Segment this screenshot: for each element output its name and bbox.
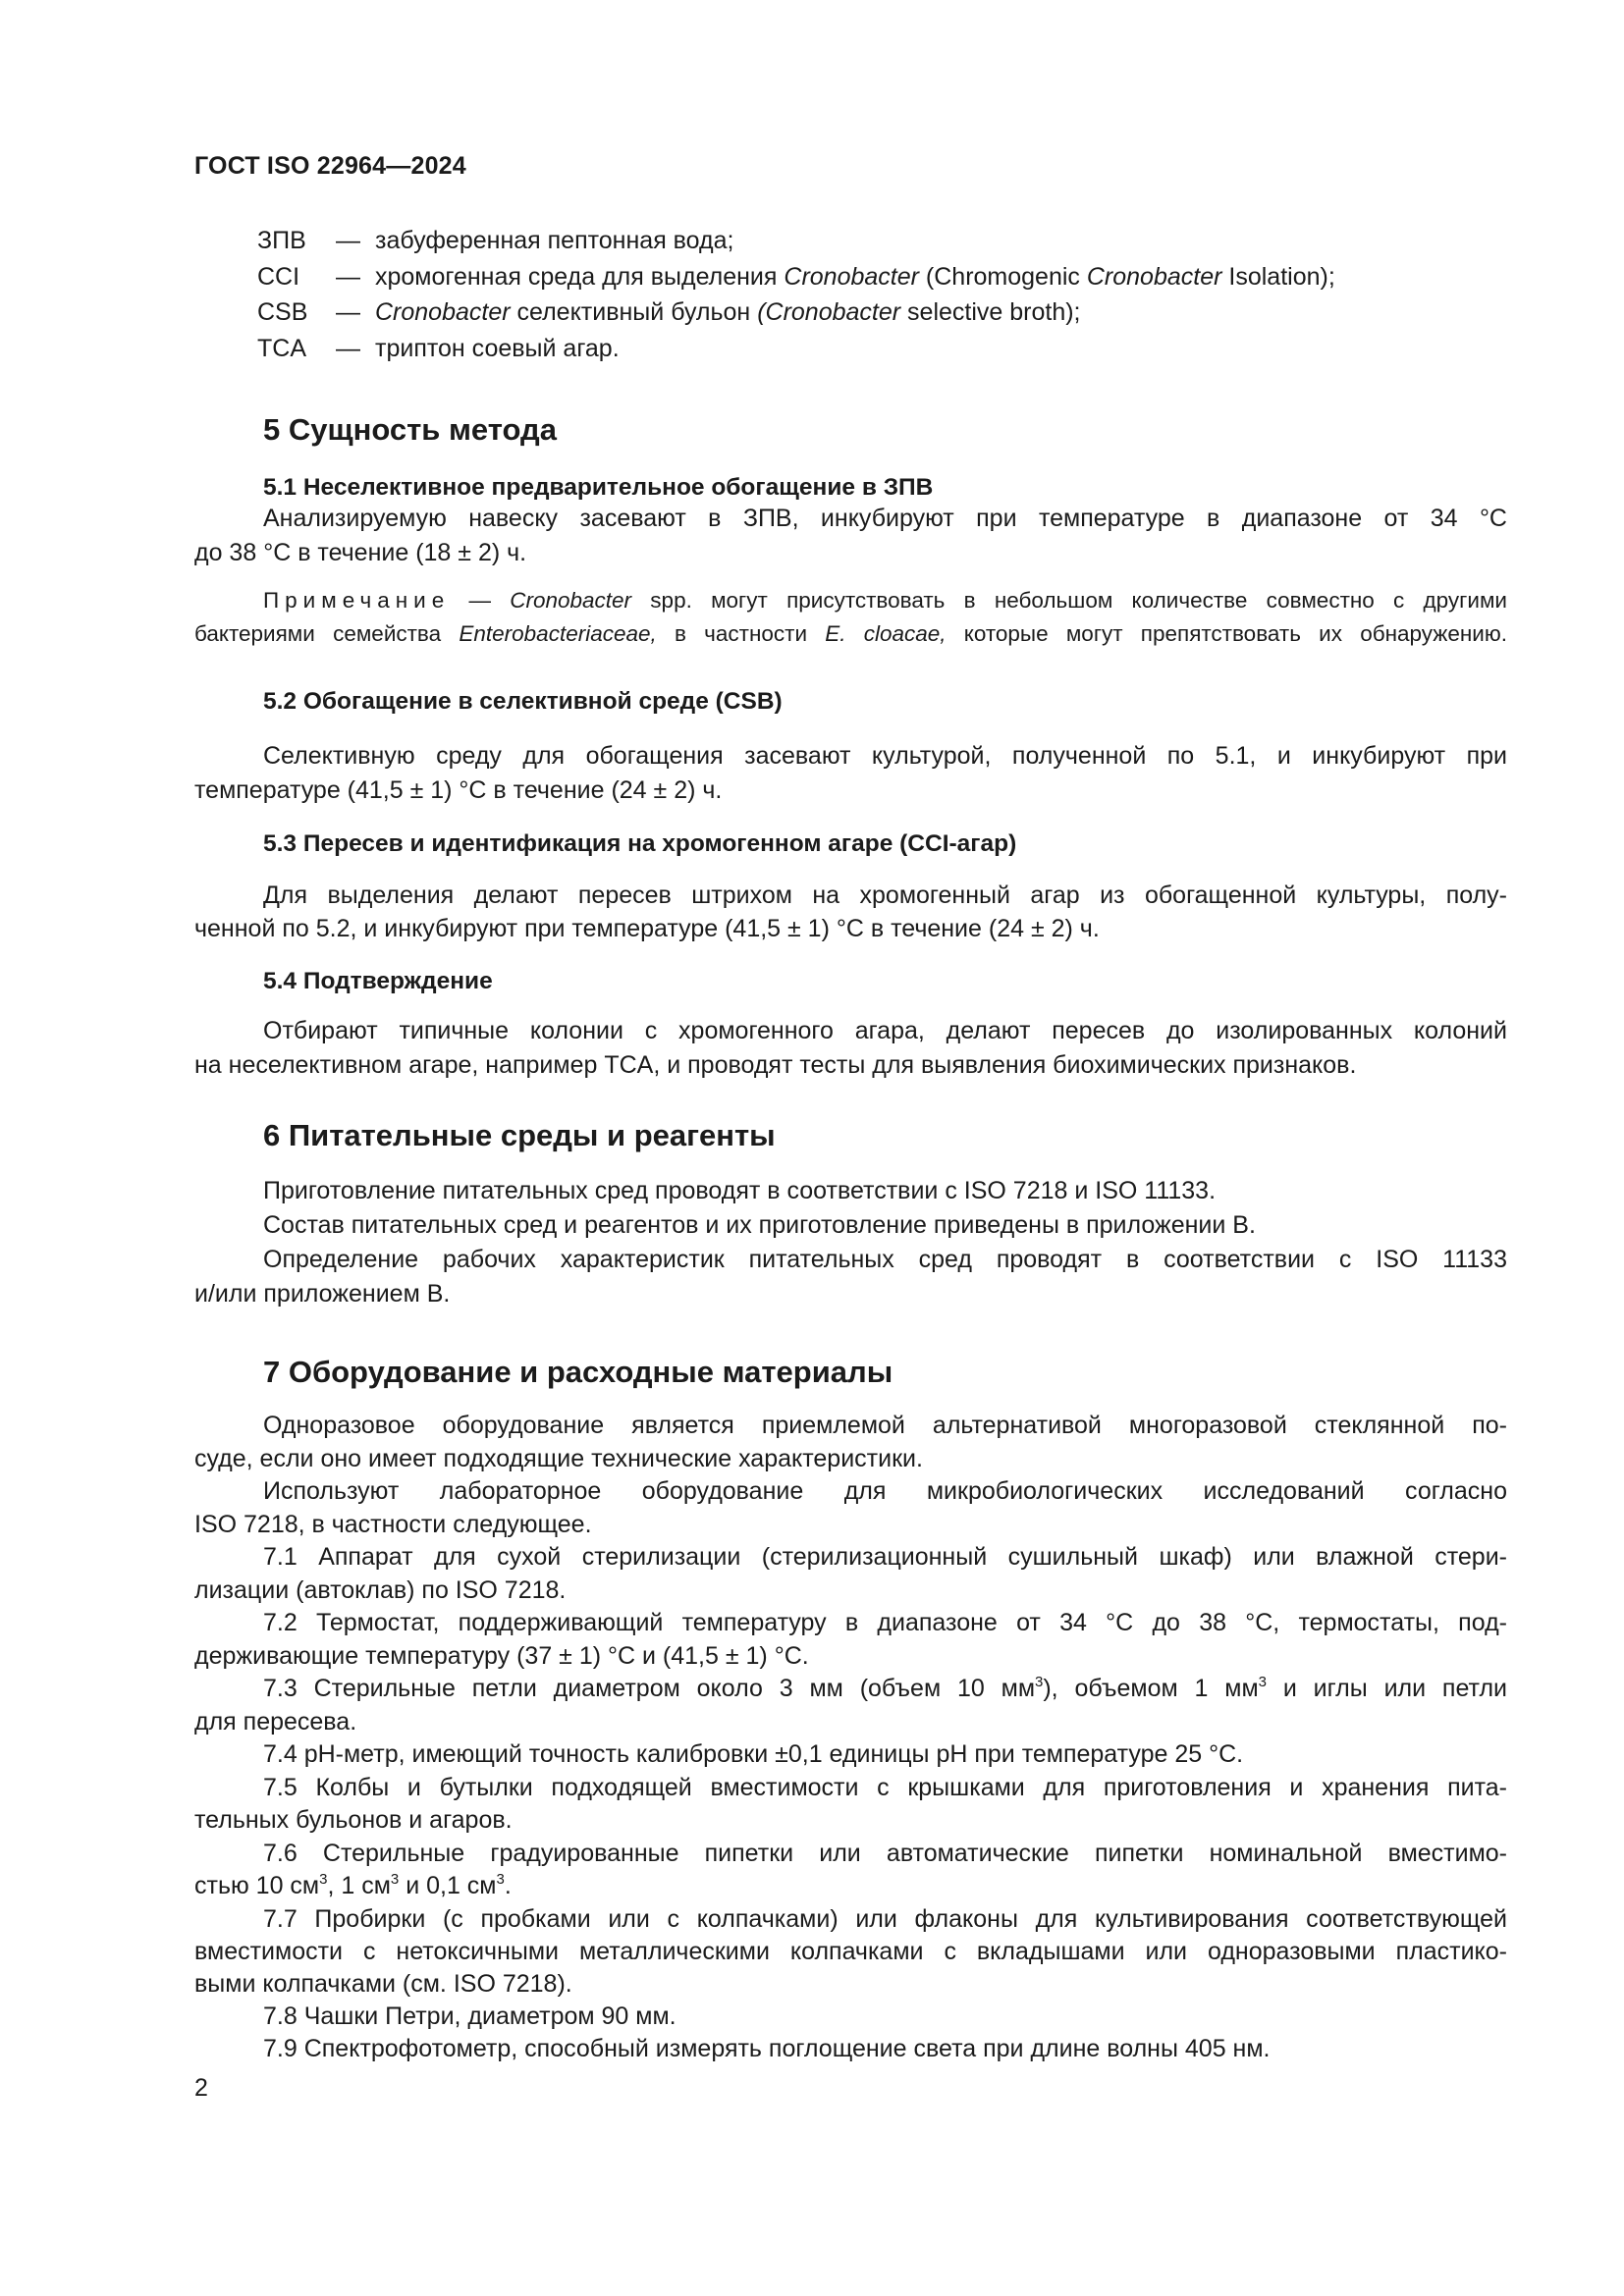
text-run: лизации (автоклав) по ISO 7218.: [194, 1576, 567, 1604]
list-item-7-2: [263, 1606, 1507, 1639]
text-run: .: [504, 1872, 512, 1899]
text-run: ISO 7218, в частности следующее.: [194, 1511, 592, 1538]
text-run: spp. могут присутствовать в небольшом количестве совместно с другими: [631, 588, 1507, 613]
text-run: до 38 °C в течение (18 ± 2) ч.: [194, 539, 527, 566]
abbreviation-dash: —: [336, 227, 360, 254]
note-line: [263, 585, 1507, 616]
list-item-7-3: [263, 1672, 1507, 1705]
section-5-4-heading: 5.4 Подтверждение: [263, 968, 493, 994]
abbreviation-item: [257, 294, 1081, 330]
text-run: ), объемом 1 мм: [1043, 1675, 1259, 1702]
section-5-3-heading: 5.3 Пересев и идентификация на хромогенном агаре (CCI-агар): [263, 830, 1017, 857]
text-run: 7.7 Пробирки (с пробками или с колпачками) или флаконы для культивирования соответствующей: [263, 1905, 1507, 1933]
italic-text: Cronobacter: [1086, 263, 1222, 291]
italic-text: Cronobacter: [375, 298, 511, 326]
abbreviation-definition: [375, 335, 620, 362]
paragraph-line: [263, 1243, 1507, 1276]
abbreviation-dash: —: [336, 298, 360, 326]
text-run: 7.4 pH-метр, имеющий точность калибровки ±0,1 единицы pH при температуре 25 °C.: [263, 1740, 1244, 1768]
italic-text: Cronobacter: [784, 263, 919, 291]
text-run: селективный бульон: [510, 298, 758, 326]
list-item-7-9: [263, 2032, 1507, 2065]
paragraph-line: [194, 1442, 1507, 1475]
list-item-7-4: [263, 1737, 1507, 1771]
paragraph-line: [194, 1935, 1507, 1968]
text-run: триптон соевый агар.: [375, 335, 620, 362]
text-run: Приготовление питательных сред проводят в соответствии с ISO 7218 и ISO 11133.: [263, 1177, 1217, 1204]
text-run: Анализируемую навеску засевают в ЗПВ, инкубируют при температуре в диапазоне от 34 °C: [263, 505, 1507, 532]
document-code-header: ГОСТ ISO 22964—2024: [194, 152, 466, 180]
superscript: 3: [319, 1871, 328, 1888]
text-run: бактериями семейства: [194, 621, 460, 646]
text-run: Отбирают типичные колонии с хромогенного агара, делают пересев до изолированных колоний: [263, 1017, 1507, 1044]
list-item-7-7: [263, 1902, 1507, 1936]
paragraph-line: [194, 912, 1507, 945]
paragraph-line: [263, 1409, 1507, 1442]
abbreviation-item: [257, 223, 733, 258]
text-run: Селективную среду для обогащения засевают культурой, полученной по 5.1, и инкубируют при: [263, 742, 1507, 770]
paragraph-line: [194, 536, 1507, 569]
text-run: в частности: [656, 621, 826, 646]
paragraph-line: [194, 1869, 1507, 1902]
text-run: 7.5 Колбы и бутылки подходящей вместимости с крышками для приготовления и хранения пита-: [263, 1774, 1507, 1801]
text-run: Isolation);: [1221, 263, 1335, 291]
text-run: 7.6 Стерильные градуированные пипетки или автоматические пипетки номинальной вместимо-: [263, 1840, 1507, 1867]
text-run: Состав питательных сред и реагентов и их приготовление приведены в приложении В.: [263, 1211, 1256, 1239]
abbreviation-item: [257, 259, 1335, 294]
text-run: выми колпачками (см. ISO 7218).: [194, 1970, 572, 1998]
paragraph-line: [194, 1803, 1507, 1837]
italic-text: E. cloacae,: [825, 621, 947, 646]
superscript: 3: [496, 1871, 505, 1888]
abbreviation-dash: —: [336, 263, 360, 291]
section-5-1-heading: 5.1 Неселективное предварительное обогащение в ЗПВ: [263, 474, 934, 501]
abbreviation-definition: [375, 227, 733, 254]
text-run: забуференная пептонная вода;: [375, 227, 734, 254]
italic-text: (Cronobacter: [757, 298, 901, 326]
text-run: 7.3 Стерильные петли диаметром около 3 мм (объем 10 мм: [263, 1675, 1036, 1702]
text-run: хромогенная среда для выделения: [375, 263, 785, 291]
paragraph-line: [194, 1705, 1507, 1738]
text-run: и иглы или петли: [1266, 1675, 1507, 1702]
abbreviation-term: CCI: [257, 263, 300, 291]
paragraph-line: [263, 739, 1507, 773]
text-run: держивающие температуру (37 ± 1) °C и (41,5 ± 1) °C.: [194, 1642, 809, 1670]
section-5-heading: 5 Сущность метода: [263, 412, 557, 447]
text-run: Используют лабораторное оборудование для микробиологических исследований согласно: [263, 1477, 1507, 1505]
italic-text: Enterobacteriaceae,: [459, 621, 657, 646]
text-run: 7.2 Термостат, поддерживающий температуру в диапазоне от 34 °C до 38 °C, термостаты, под-: [263, 1609, 1507, 1636]
italic-text: Cronobacter: [510, 588, 632, 613]
paragraph-line: [194, 774, 1507, 807]
paragraph-line: [263, 1014, 1507, 1047]
paragraph-line: [263, 1174, 1507, 1207]
paragraph-line: [263, 1474, 1507, 1508]
text-run: которые могут препятствовать их обнаружению.: [946, 621, 1507, 646]
list-item-7-6: [263, 1837, 1507, 1870]
text-run: температуре (41,5 ± 1) °C в течение (24 ± 2) ч.: [194, 776, 723, 804]
text-run: 7.9 Спектрофотометр, способный измерять поглощение света при длине волны 405 нм.: [263, 2035, 1271, 2062]
paragraph-line: [263, 879, 1507, 912]
superscript: 3: [1035, 1674, 1044, 1690]
abbreviation-dash: —: [336, 335, 360, 362]
superscript: 3: [1258, 1674, 1267, 1690]
paragraph-line: [194, 1508, 1507, 1541]
text-run: тельных бульонов и агаров.: [194, 1806, 513, 1834]
section-7-heading: 7 Оборудование и расходные материалы: [263, 1355, 893, 1389]
text-run: Определение рабочих характеристик питательных сред проводят в соответствии с ISO 11133: [263, 1246, 1507, 1273]
list-item-7-5: [263, 1771, 1507, 1804]
text-run: и 0,1 см: [399, 1872, 497, 1899]
paragraph-line: [194, 1574, 1507, 1607]
note-text: [450, 588, 1507, 613]
text-run: вместимости с нетоксичными металлическими колпачками с вкладышами или одноразовыми пластико-: [194, 1938, 1507, 1965]
list-item-7-1: [263, 1540, 1507, 1574]
abbreviation-term: TCA: [257, 335, 306, 362]
paragraph-line: [263, 1208, 1507, 1242]
text-run: ченной по 5.2, и инкубируют при температуре (41,5 ± 1) °C в течение (24 ± 2) ч.: [194, 915, 1100, 942]
text-run: , 1 см: [327, 1872, 391, 1899]
abbreviation-term: CSB: [257, 298, 308, 326]
section-6-heading: 6 Питательные среды и реагенты: [263, 1118, 776, 1152]
abbreviation-term: ЗПВ: [257, 227, 306, 254]
paragraph-line: [263, 502, 1507, 535]
text-run: стью 10 см: [194, 1872, 320, 1899]
list-item-7-8: [263, 2000, 1507, 2033]
text-run: (Chromogenic: [918, 263, 1087, 291]
text-run: Одноразовое оборудование является приемлемой альтернативой многоразовой стеклянной по-: [263, 1412, 1507, 1439]
note-line: [194, 618, 1507, 650]
paragraph-line: [194, 1048, 1507, 1082]
text-run: selective broth);: [900, 298, 1081, 326]
abbreviation-item: [257, 331, 620, 366]
abbreviation-definition: [375, 298, 1081, 326]
paragraph-line: [194, 1967, 1507, 2001]
superscript: 3: [390, 1871, 400, 1888]
text-run: —: [450, 588, 511, 613]
section-5-2-heading: 5.2 Обогащение в селективной среде (CSB): [263, 688, 783, 715]
text-run: для пересева.: [194, 1708, 357, 1735]
note-label: Примечание: [263, 588, 451, 613]
text-run: и/или приложением В.: [194, 1280, 451, 1308]
text-run: 7.1 Аппарат для сухой стерилизации (стерилизационный сушильный шкаф) или влажной стери-: [263, 1543, 1507, 1571]
text-run: суде, если оно имеет подходящие технические характеристики.: [194, 1445, 923, 1472]
paragraph-line: [194, 1277, 1507, 1310]
text-run: на неселективном агаре, например TCA, и проводят тесты для выявления биохимических признаков.: [194, 1051, 1357, 1079]
text-run: 7.8 Чашки Петри, диаметром 90 мм.: [263, 2002, 677, 2030]
paragraph-line: [194, 1639, 1507, 1673]
text-run: Для выделения делают пересев штрихом на хромогенный агар из обогащенной культуры, полу-: [263, 881, 1507, 909]
abbreviation-definition: [375, 263, 1335, 291]
page-number: 2: [194, 2074, 208, 2102]
